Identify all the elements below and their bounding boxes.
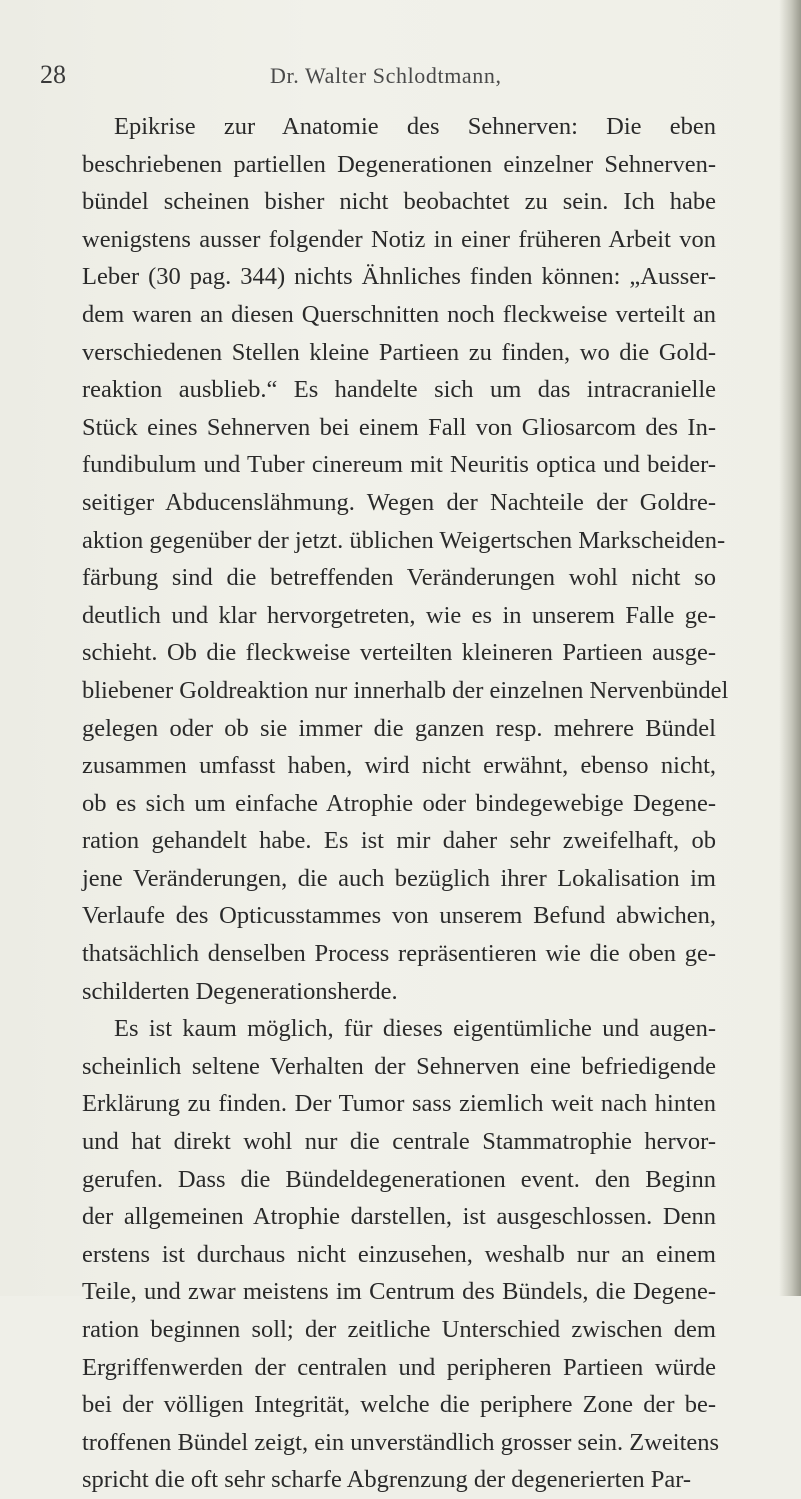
text-line: deutlich und klar hervorgetreten, wie es in unserem Falle ge- bbox=[82, 601, 716, 629]
text-line: bei der völligen Integrität, welche die periphere Zone der be- bbox=[82, 1391, 716, 1419]
paragraph-erklaerung bbox=[82, 1010, 720, 1499]
text-line: erstens ist durchaus nicht einzusehen, weshalb nur an einem bbox=[82, 1240, 716, 1268]
text-line: Ergriffenwerden der centralen und peripheren Partieen würde bbox=[82, 1353, 716, 1381]
body-text bbox=[82, 108, 729, 1499]
text-line: reaktion ausblieb.“ Es handelte sich um das intracranielle bbox=[82, 376, 716, 404]
text-line: zusammen umfasst haben, wird nicht erwähnt, ebenso nicht, bbox=[82, 752, 716, 780]
text-line: ob es sich um einfache Atrophie oder bindegewebige Degene- bbox=[82, 789, 716, 817]
page-number: 28 bbox=[40, 60, 66, 89]
text-line: ration gehandelt habe. Es ist mir daher sehr zweifelhaft, ob bbox=[82, 827, 716, 855]
text-line: bliebener Goldreaktion nur innerhalb der einzelnen Nervenbündel bbox=[82, 676, 729, 704]
text-line: Erklärung zu finden. Der Tumor sass ziemlich weit nach hinten bbox=[82, 1090, 716, 1118]
text-line: aktion gegenüber der jetzt. üblichen Weigertschen Markscheiden- bbox=[82, 526, 726, 554]
page-header bbox=[40, 58, 740, 98]
text-line: scheinlich seltene Verhalten der Sehnerven eine befriedigende bbox=[82, 1052, 716, 1080]
text-line: Es ist kaum möglich, für dieses eigentümliche und augen- bbox=[114, 1015, 716, 1043]
text-line: jene Veränderungen, die auch bezüglich ihrer Lokalisation im bbox=[82, 864, 716, 892]
text-line: spricht die oft sehr scharfe Abgrenzung der degenerierten Par- bbox=[82, 1466, 692, 1494]
page-edge-shadow bbox=[779, 0, 801, 1296]
text-line: thatsächlich denselben Process repräsentieren wie die oben ge- bbox=[82, 940, 716, 968]
text-line: schilderten Degenerationsherde. bbox=[82, 977, 398, 1005]
text-line: gerufen. Dass die Bündeldegenerationen event. den Beginn bbox=[82, 1165, 716, 1193]
text-line: wenigstens ausser folgender Notiz in einer früheren Arbeit von bbox=[82, 225, 716, 253]
text-line: verschiedenen Stellen kleine Partieen zu finden, wo die Gold- bbox=[82, 338, 716, 366]
text-line: bündel scheinen bisher nicht beobachtet zu sein. Ich habe bbox=[82, 188, 716, 216]
text-line: schieht. Ob die fleckweise verteilten kleineren Partieen ausge- bbox=[82, 639, 716, 667]
text-line: Verlaufe des Opticusstammes von unserem Befund abwichen, bbox=[82, 902, 716, 930]
text-line: und hat direkt wohl nur die centrale Stammatrophie hervor- bbox=[82, 1128, 716, 1156]
running-head: Dr. Walter Schlodtmann, bbox=[270, 63, 502, 88]
paragraph-epikrise bbox=[82, 108, 729, 1010]
text-line: Teile, und zwar meistens im Centrum des Bündels, die Degene- bbox=[82, 1278, 716, 1306]
text-line: troffenen Bündel zeigt, ein unverständlich grosser sein. Zweitens bbox=[82, 1428, 720, 1456]
text-line: ration beginnen soll; der zeitliche Unterschied zwischen dem bbox=[82, 1316, 716, 1343]
text-line: gelegen oder ob sie immer die ganzen resp. mehrere Bündel bbox=[82, 714, 716, 742]
text-line: der allgemeinen Atrophie darstellen, ist ausgeschlossen. Denn bbox=[82, 1203, 716, 1231]
text-line: seitiger Abducenslähmung. Wegen der Nachteile der Goldre- bbox=[82, 488, 716, 516]
text-line: dem waren an diesen Querschnitten noch fleckweise verteilt an bbox=[82, 300, 716, 328]
text-line: färbung sind die betreffenden Veränderungen wohl nicht so bbox=[82, 564, 716, 592]
text-line: Leber (30 pag. 344) nichts Ähnliches finden können: „Ausser- bbox=[82, 263, 716, 291]
text-line: beschriebenen partiellen Degenerationen einzelner Sehnerven- bbox=[82, 150, 716, 178]
text-line: fundibulum und Tuber cinereum mit Neuritis optica und beider- bbox=[82, 451, 716, 479]
text-line: Epikrise zur Anatomie des Sehnerven: Die eben bbox=[114, 113, 716, 140]
text-line: Stück eines Sehnerven bei einem Fall von Gliosarcom des In- bbox=[82, 413, 716, 441]
